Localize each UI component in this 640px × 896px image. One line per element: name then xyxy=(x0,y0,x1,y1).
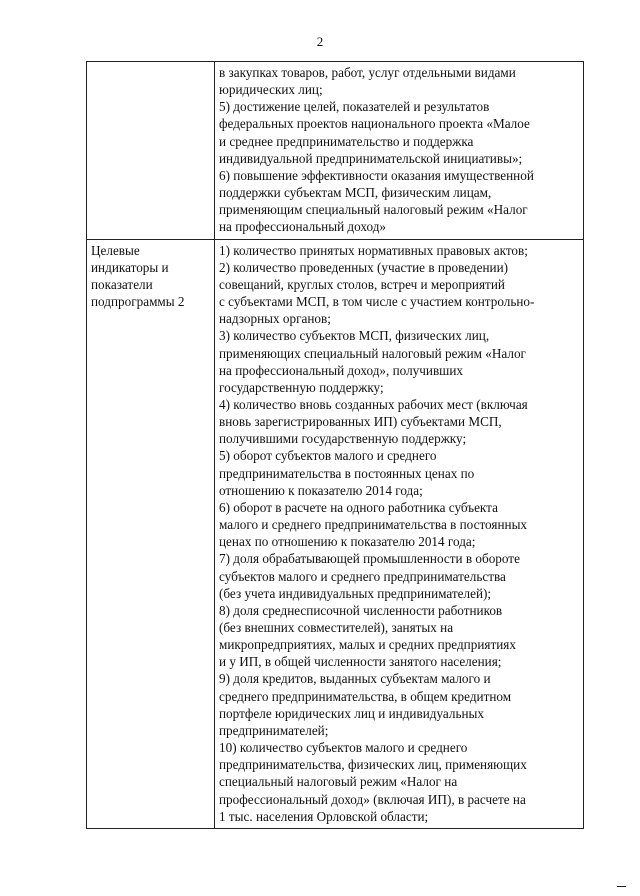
row2-line: среднего предпринимательства, в общем кредитном xyxy=(219,688,512,704)
row2-line: специальный налоговый режим «Налог на xyxy=(219,774,458,790)
row2-label-line: показатели xyxy=(91,276,153,292)
row2-label-line: подпрограммы 2 xyxy=(91,294,185,310)
row1-line: 5) достижение целей, показателей и результатов xyxy=(219,99,490,115)
row2-line: (без учета индивидуальных предпринимателей); xyxy=(219,585,492,601)
row2-line: вновь зарегистрированных ИП) субъектами МСП, xyxy=(219,414,502,430)
row2-line: 8) доля среднесписочной численности работников xyxy=(219,602,503,618)
row2-label-line: Целевые xyxy=(91,242,140,258)
row2-line: предпринимательства, физических лиц, применяющих xyxy=(219,757,527,773)
row1-line: индивидуальной предпринимательской инициативы»; xyxy=(219,150,523,166)
row2-line: совещаний, круглых столов, встреч и мероприятий xyxy=(219,276,505,292)
row2-line: (без внешних совместителей), занятых на xyxy=(219,620,454,635)
row2-line: 10) количество субъектов малого и среднего xyxy=(219,740,468,756)
row2-line: и у ИП, в общей численности занятого населения; xyxy=(219,654,502,670)
row2-line: субъектов малого и среднего предпринимательства xyxy=(219,568,506,584)
row2-line: государственную поддержку; xyxy=(219,379,384,395)
row2-line: малого и среднего предпринимательства в постоянных xyxy=(219,517,528,533)
row2-line: 4) количество вновь созданных рабочих мест (включая xyxy=(219,396,528,412)
row2-line: получившими государственную поддержку; xyxy=(219,431,467,447)
row2-line: 3) количество субъектов МСП, физических лиц, xyxy=(219,328,490,344)
row2-line: 7) доля обрабатывающей промышленности в обороте xyxy=(219,551,520,567)
row2-line: портфеле юридических лиц и индивидуальных xyxy=(219,705,484,721)
row2-line: 1 тыс. населения Орловской области; xyxy=(219,808,429,824)
row2-line: с субъектами МСП, в том числе с участием контрольно- xyxy=(219,294,535,310)
row2-line: 2) количество проведенных (участие в проведении) xyxy=(219,259,509,275)
row1-line: применяющим специальный налоговый режим «Налог xyxy=(219,202,528,218)
row2-label-cell xyxy=(87,239,215,828)
row2-line: микропредприятиях, малых и средних предприятиях xyxy=(219,637,516,653)
scan-mark xyxy=(617,886,626,887)
row2-line: 1) количество принятых нормативных правовых актов; xyxy=(219,242,528,258)
row1-content-cell xyxy=(215,62,584,240)
row1-line: юридических лиц; xyxy=(219,82,323,98)
row1-line: в закупках товаров, работ, услуг отдельными видами xyxy=(219,65,516,80)
row1-line: и среднее предпринимательство и поддержка xyxy=(219,133,474,149)
row2-line: 5) оборот субъектов малого и среднего xyxy=(219,448,437,464)
row2-line: профессиональный доход» (включая ИП), в расчете на xyxy=(219,791,526,807)
page-number: 2 xyxy=(316,34,324,49)
row2-line: на профессиональный доход», получивших xyxy=(219,362,463,378)
table-row xyxy=(87,239,584,828)
row2-line: применяющих специальный налоговый режим «Налог xyxy=(219,345,526,361)
row2-line: надзорных органов; xyxy=(219,311,331,327)
row1-label-cell xyxy=(87,62,215,240)
table-row xyxy=(87,62,584,240)
row2-line: предпринимателей; xyxy=(219,722,329,738)
row2-line: ценах по отношению к показателю 2014 года; xyxy=(219,534,476,550)
row1-line: федеральных проектов национального проекта «Малое xyxy=(219,116,530,132)
row1-line: на профессиональный доход» xyxy=(219,219,387,235)
row2-line: предпринимательства в постоянных ценах по xyxy=(219,465,475,481)
row2-content-cell xyxy=(215,239,584,828)
row2-line: отношению к показателю 2014 года; xyxy=(219,482,423,498)
subprogram-table xyxy=(86,61,584,829)
row2-line: 6) оборот в расчете на одного работника субъекта xyxy=(219,499,498,515)
row1-line: 6) повышение эффективности оказания имущественной xyxy=(219,167,534,183)
row1-line: поддержки субъектам МСП, физическим лицам, xyxy=(219,185,492,201)
row2-label-line: индикаторы и xyxy=(91,259,169,275)
row2-line: 9) доля кредитов, выданных субъектам малого и xyxy=(219,671,491,687)
